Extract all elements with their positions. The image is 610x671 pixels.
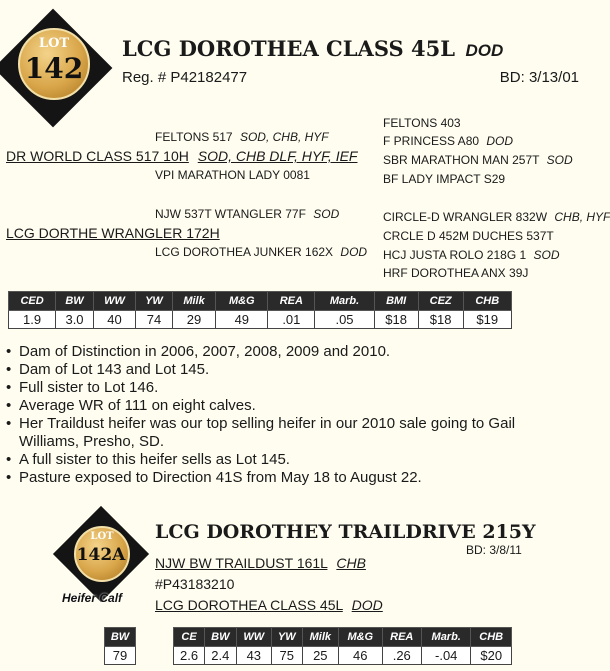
- pedigree-dam-dam: LCG DOROTHEA JUNKER 162X DOD: [155, 245, 368, 259]
- epd-header: BMI: [374, 292, 418, 311]
- calf-registration: #P43183210: [155, 576, 235, 592]
- epd-value: .01: [268, 311, 315, 329]
- epd-header: CHB: [471, 628, 512, 647]
- pedigree-dam: LCG DORTHE WRANGLER 172H: [6, 225, 220, 241]
- epd-value: 29: [172, 311, 216, 329]
- epd-header: CE: [174, 628, 205, 647]
- pedigree-gen3-8: HRF DOROTHEA ANX 39J: [383, 266, 529, 280]
- epd-header: Marb.: [421, 628, 470, 647]
- epd-value: 49: [216, 311, 268, 329]
- epd-value: .26: [382, 647, 421, 665]
- pedigree-gen3-6: CRCLE D 452M DUCHES 537T: [383, 229, 554, 243]
- lot-label: LOT: [90, 531, 114, 542]
- pedigree-gen3-1: FELTONS 403: [383, 116, 461, 130]
- epd-header: CEZ: [418, 292, 463, 311]
- calf-caption: Heifer Calf: [62, 591, 123, 605]
- calf-sire: NJW BW TRAILDUST 161L CHB: [155, 555, 366, 571]
- epd-header: Marb.: [315, 292, 374, 311]
- epd-value: .05: [315, 311, 374, 329]
- epd-value: $18: [374, 311, 418, 329]
- epd-header: Milk: [172, 292, 216, 311]
- pedigree-sire-dam: VPI MARATHON LADY 0081: [155, 168, 310, 182]
- note-item: • Dam of Lot 143 and Lot 145.: [19, 361, 539, 379]
- epd-value: 40: [93, 311, 135, 329]
- pedigree-dam-sire: NJW 537T WTANGLER 77F SOD: [155, 207, 340, 221]
- pedigree-sire-sire: FELTONS 517 SOD, CHB, HYF: [155, 130, 329, 144]
- lot-title: [122, 36, 503, 61]
- epd-value: 25: [302, 647, 339, 665]
- epd-value: 2.4: [205, 647, 236, 665]
- epd-header: WW: [236, 628, 271, 647]
- epd-header: REA: [382, 628, 421, 647]
- lot-number: 142: [24, 52, 84, 85]
- epd-value: $19: [463, 311, 511, 329]
- calf-name: LCG DOROTHEY TRAILDRIVE 215Y: [155, 521, 536, 543]
- epd-value: 2.6: [174, 647, 205, 665]
- epd-header-row: [174, 628, 512, 647]
- epd-header: CED: [9, 292, 56, 311]
- pedigree-gen3-2: F PRINCESS A80 DOD: [383, 134, 514, 148]
- epd-value: -.04: [421, 647, 470, 665]
- bw-header: BW: [105, 628, 136, 647]
- epd-header: YW: [136, 292, 172, 311]
- lot-number: 142A: [76, 545, 126, 565]
- epd-header: Milk: [302, 628, 339, 647]
- epd-header: BW: [205, 628, 236, 647]
- epd-value-row: [9, 311, 512, 329]
- note-item: • Her Traildust heifer was our top selling heifer in our 2010 sale going to Gail Williams, Presho, SD.: [19, 415, 539, 451]
- birth-date: BD: 3/13/01: [499, 69, 579, 86]
- name-suffix: DOD: [465, 41, 504, 60]
- calf-epd-table: [173, 627, 512, 665]
- epd-header: M&G: [339, 628, 382, 647]
- note-item: • Average WR of 111 on eight calves.: [19, 397, 539, 415]
- calf-birth-date: BD: 3/8/11: [466, 543, 522, 557]
- epd-header-row: [9, 292, 512, 311]
- epd-header: M&G: [216, 292, 268, 311]
- epd-value: 43: [236, 647, 271, 665]
- bw-value: 79: [105, 647, 136, 665]
- pedigree-sire: DR WORLD CLASS 517 10H SOD, CHB DLF, HYF, IEF: [6, 148, 358, 164]
- lot-label: LOT: [38, 36, 70, 51]
- epd-header: CHB: [463, 292, 511, 311]
- epd-value-row: [174, 647, 512, 665]
- epd-header: YW: [272, 628, 303, 647]
- epd-value: 3.0: [56, 311, 94, 329]
- note-item: • Dam of Distinction in 2006, 2007, 2008, 2009 and 2010.: [19, 343, 539, 361]
- calf-dam: LCG DOROTHEA CLASS 45L DOD: [155, 597, 383, 613]
- epd-value: 46: [339, 647, 382, 665]
- epd-header: BW: [56, 292, 94, 311]
- pedigree-gen3-4: BF LADY IMPACT S29: [383, 172, 506, 186]
- epd-value: 1.9: [9, 311, 56, 329]
- epd-header: REA: [268, 292, 315, 311]
- epd-header: WW: [93, 292, 135, 311]
- epd-table: [8, 291, 512, 329]
- pedigree-gen3-3: SBR MARATHON MAN 257T SOD: [383, 153, 573, 167]
- note-item: • A full sister to this heifer sells as Lot 145.: [19, 451, 539, 469]
- epd-value: $20: [471, 647, 512, 665]
- epd-value: 74: [136, 311, 172, 329]
- calf-bw-table: [104, 627, 136, 665]
- lot-notes: [6, 343, 539, 487]
- pedigree-gen3-5: CIRCLE-D WRANGLER 832W CHB, HYF: [383, 210, 610, 224]
- note-item: • Full sister to Lot 146.: [19, 379, 539, 397]
- note-item: • Pasture exposed to Direction 41S from May 18 to August 22.: [19, 469, 539, 487]
- epd-value: $18: [418, 311, 463, 329]
- epd-value: 75: [272, 647, 303, 665]
- animal-name: LCG DOROTHEA CLASS 45L: [122, 36, 455, 61]
- pedigree-gen3-7: HCJ JUSTA ROLO 218G 1 SOD: [383, 248, 560, 262]
- registration-number: Reg. # P42182477: [122, 69, 248, 86]
